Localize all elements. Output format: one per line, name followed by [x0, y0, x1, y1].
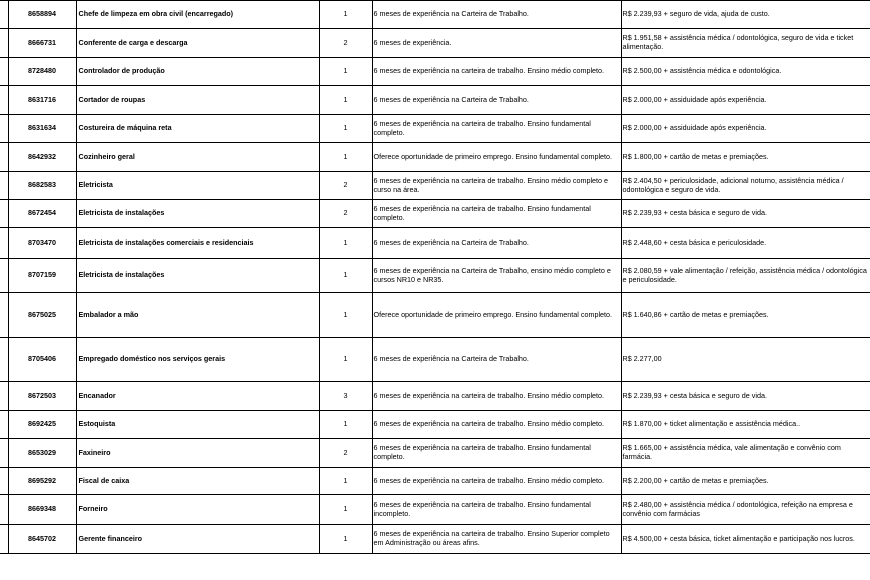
row-margin: [0, 172, 8, 200]
table-row: [0, 58, 870, 86]
row-margin: [0, 411, 8, 439]
job-salary: R$ 2.239,93 + cesta básica e seguro de vida.: [621, 382, 870, 411]
job-vacancies: 2: [319, 172, 372, 200]
row-margin: [0, 468, 8, 495]
row-margin: [0, 143, 8, 172]
row-margin: [0, 29, 8, 58]
job-salary: R$ 2.000,00 + assiduidade após experiência.: [621, 115, 870, 143]
table-row: [0, 525, 870, 554]
row-margin: [0, 115, 8, 143]
job-code: 8666731: [8, 29, 76, 58]
job-title: Forneiro: [76, 495, 319, 525]
job-title: Conferente de carga e descarga: [76, 29, 319, 58]
table-row: [0, 86, 870, 115]
job-requirements: 6 meses de experiência na carteira de trabalho. Ensino fundamental incompleto.: [372, 495, 621, 525]
job-salary: R$ 2.239,93 + cesta básica e seguro de vida.: [621, 200, 870, 228]
job-vacancies: 1: [319, 293, 372, 338]
row-margin: [0, 495, 8, 525]
job-salary: R$ 2.277,00: [621, 338, 870, 382]
job-salary: R$ 2.080,59 + vale alimentação / refeição, assistência médica / odontológica e periculosidade.: [621, 259, 870, 293]
job-title: Cortador de roupas: [76, 86, 319, 115]
job-code: 8705406: [8, 338, 76, 382]
table-row: [0, 293, 870, 338]
table-row: [0, 411, 870, 439]
job-vacancies: 1: [319, 411, 372, 439]
job-salary: R$ 1.951,58 + assistência médica / odontológica, seguro de vida e ticket alimentação.: [621, 29, 870, 58]
job-salary: R$ 2.480,00 + assistência médica / odontológica, refeição na empresa e convênio com farmácias: [621, 495, 870, 525]
job-vacancies: 1: [319, 228, 372, 259]
job-salary: R$ 1.800,00 + cartão de metas e premiações.: [621, 143, 870, 172]
job-vacancies: 1: [319, 259, 372, 293]
job-vacancies: 2: [319, 29, 372, 58]
table-row: [0, 338, 870, 382]
job-vacancies: 2: [319, 200, 372, 228]
table-row: [0, 143, 870, 172]
job-code: 8642932: [8, 143, 76, 172]
job-salary: R$ 2.448,60 + cesta básica e periculosidade.: [621, 228, 870, 259]
row-margin: [0, 228, 8, 259]
job-code: 8672503: [8, 382, 76, 411]
table-row: [0, 382, 870, 411]
job-code: 8631634: [8, 115, 76, 143]
table-row: [0, 468, 870, 495]
job-requirements: Oferece oportunidade de primeiro emprego. Ensino fundamental completo.: [372, 293, 621, 338]
job-code: 8672454: [8, 200, 76, 228]
row-margin: [0, 382, 8, 411]
job-requirements: 6 meses de experiência na carteira de trabalho. Ensino fundamental completo.: [372, 115, 621, 143]
job-vacancies: 1: [319, 468, 372, 495]
table-row: [0, 439, 870, 468]
job-requirements: 6 meses de experiência na carteira de trabalho. Ensino fundamental completo.: [372, 200, 621, 228]
job-code: 8658894: [8, 1, 76, 29]
job-salary: R$ 2.404,50 + periculosidade, adicional noturno, assistência médica / odontológica e seguro de vida.: [621, 172, 870, 200]
job-title: Eletricista de instalações comerciais e residenciais: [76, 228, 319, 259]
row-margin: [0, 525, 8, 554]
table-row: [0, 259, 870, 293]
table-row: [0, 495, 870, 525]
job-title: Encanador: [76, 382, 319, 411]
job-code: 8675025: [8, 293, 76, 338]
job-title: Estoquista: [76, 411, 319, 439]
job-salary: R$ 1.870,00 + ticket alimentação e assistência médica..: [621, 411, 870, 439]
job-title: Empregado doméstico nos serviços gerais: [76, 338, 319, 382]
job-vacancies: 1: [319, 86, 372, 115]
job-salary: R$ 2.500,00 + assistência médica e odontológica.: [621, 58, 870, 86]
job-vacancies: 1: [319, 525, 372, 554]
job-salary: R$ 2.000,00 + assiduidade após experiência.: [621, 86, 870, 115]
job-requirements: 6 meses de experiência na carteira de trabalho. Ensino médio completo.: [372, 382, 621, 411]
job-salary: R$ 2.239,93 + seguro de vida, ajuda de custo.: [621, 1, 870, 29]
job-code: 8682583: [8, 172, 76, 200]
job-title: Embalador a mão: [76, 293, 319, 338]
job-requirements: 6 meses de experiência na Carteira de Trabalho.: [372, 86, 621, 115]
job-salary: R$ 1.665,00 + assistência médica, vale alimentação e convênio com farmácia.: [621, 439, 870, 468]
row-margin: [0, 259, 8, 293]
job-vacancies: 1: [319, 58, 372, 86]
row-margin: [0, 86, 8, 115]
job-requirements: 6 meses de experiência na Carteira de Trabalho.: [372, 338, 621, 382]
job-vacancies: 2: [319, 439, 372, 468]
job-salary: R$ 4.500,00 + cesta básica, ticket alimentação e participação nos lucros.: [621, 525, 870, 554]
job-vacancies: 1: [319, 338, 372, 382]
table-row: [0, 172, 870, 200]
job-requirements: 6 meses de experiência na carteira de trabalho. Ensino Superior completo em Administração ou áreas afins.: [372, 525, 621, 554]
job-code: 8728480: [8, 58, 76, 86]
job-code: 8707159: [8, 259, 76, 293]
table-row: [0, 200, 870, 228]
row-margin: [0, 200, 8, 228]
table-body: [0, 1, 870, 554]
job-title: Eletricista de instalações: [76, 200, 319, 228]
job-vacancies: 1: [319, 495, 372, 525]
job-title: Chefe de limpeza em obra civil (encarregado): [76, 1, 319, 29]
job-requirements: 6 meses de experiência na carteira de trabalho. Ensino médio completo.: [372, 58, 621, 86]
job-code: 8703470: [8, 228, 76, 259]
job-vacancies: 3: [319, 382, 372, 411]
row-margin: [0, 293, 8, 338]
job-requirements: 6 meses de experiência na carteira de trabalho. Ensino médio completo.: [372, 468, 621, 495]
table-row: [0, 1, 870, 29]
job-title: Gerente financeiro: [76, 525, 319, 554]
job-title: Eletricista de instalações: [76, 259, 319, 293]
job-requirements: 6 meses de experiência na carteira de trabalho. Ensino médio completo.: [372, 411, 621, 439]
job-vacancies: 1: [319, 115, 372, 143]
job-requirements: 6 meses de experiência na Carteira de Trabalho, ensino médio completo e cursos NR10 e NR35.: [372, 259, 621, 293]
job-code: 8631716: [8, 86, 76, 115]
job-title: Faxineiro: [76, 439, 319, 468]
table-row: [0, 115, 870, 143]
job-salary: R$ 1.640,86 + cartão de metas e premiações.: [621, 293, 870, 338]
table-row: [0, 29, 870, 58]
row-margin: [0, 1, 8, 29]
job-code: 8653029: [8, 439, 76, 468]
job-requirements: 6 meses de experiência na Carteira de Trabalho.: [372, 1, 621, 29]
job-title: Eletricista: [76, 172, 319, 200]
job-code: 8669348: [8, 495, 76, 525]
job-code: 8695292: [8, 468, 76, 495]
row-margin: [0, 338, 8, 382]
job-requirements: 6 meses de experiência.: [372, 29, 621, 58]
job-salary: R$ 2.200,00 + cartão de metas e premiações.: [621, 468, 870, 495]
job-requirements: Oferece oportunidade de primeiro emprego. Ensino fundamental completo.: [372, 143, 621, 172]
job-requirements: 6 meses de experiência na carteira de trabalho. Ensino médio completo e curso na área.: [372, 172, 621, 200]
job-requirements: 6 meses de experiência na Carteira de Trabalho.: [372, 228, 621, 259]
job-vacancies: 1: [319, 1, 372, 29]
job-code: 8692425: [8, 411, 76, 439]
table-row: [0, 228, 870, 259]
job-title: Fiscal de caixa: [76, 468, 319, 495]
job-title: Cozinheiro geral: [76, 143, 319, 172]
job-title: Controlador de produção: [76, 58, 319, 86]
row-margin: [0, 58, 8, 86]
job-vacancies: 1: [319, 143, 372, 172]
row-margin: [0, 439, 8, 468]
job-title: Costureira de máquina reta: [76, 115, 319, 143]
job-code: 8645702: [8, 525, 76, 554]
job-requirements: 6 meses de experiência na carteira de trabalho. Ensino fundamental completo.: [372, 439, 621, 468]
